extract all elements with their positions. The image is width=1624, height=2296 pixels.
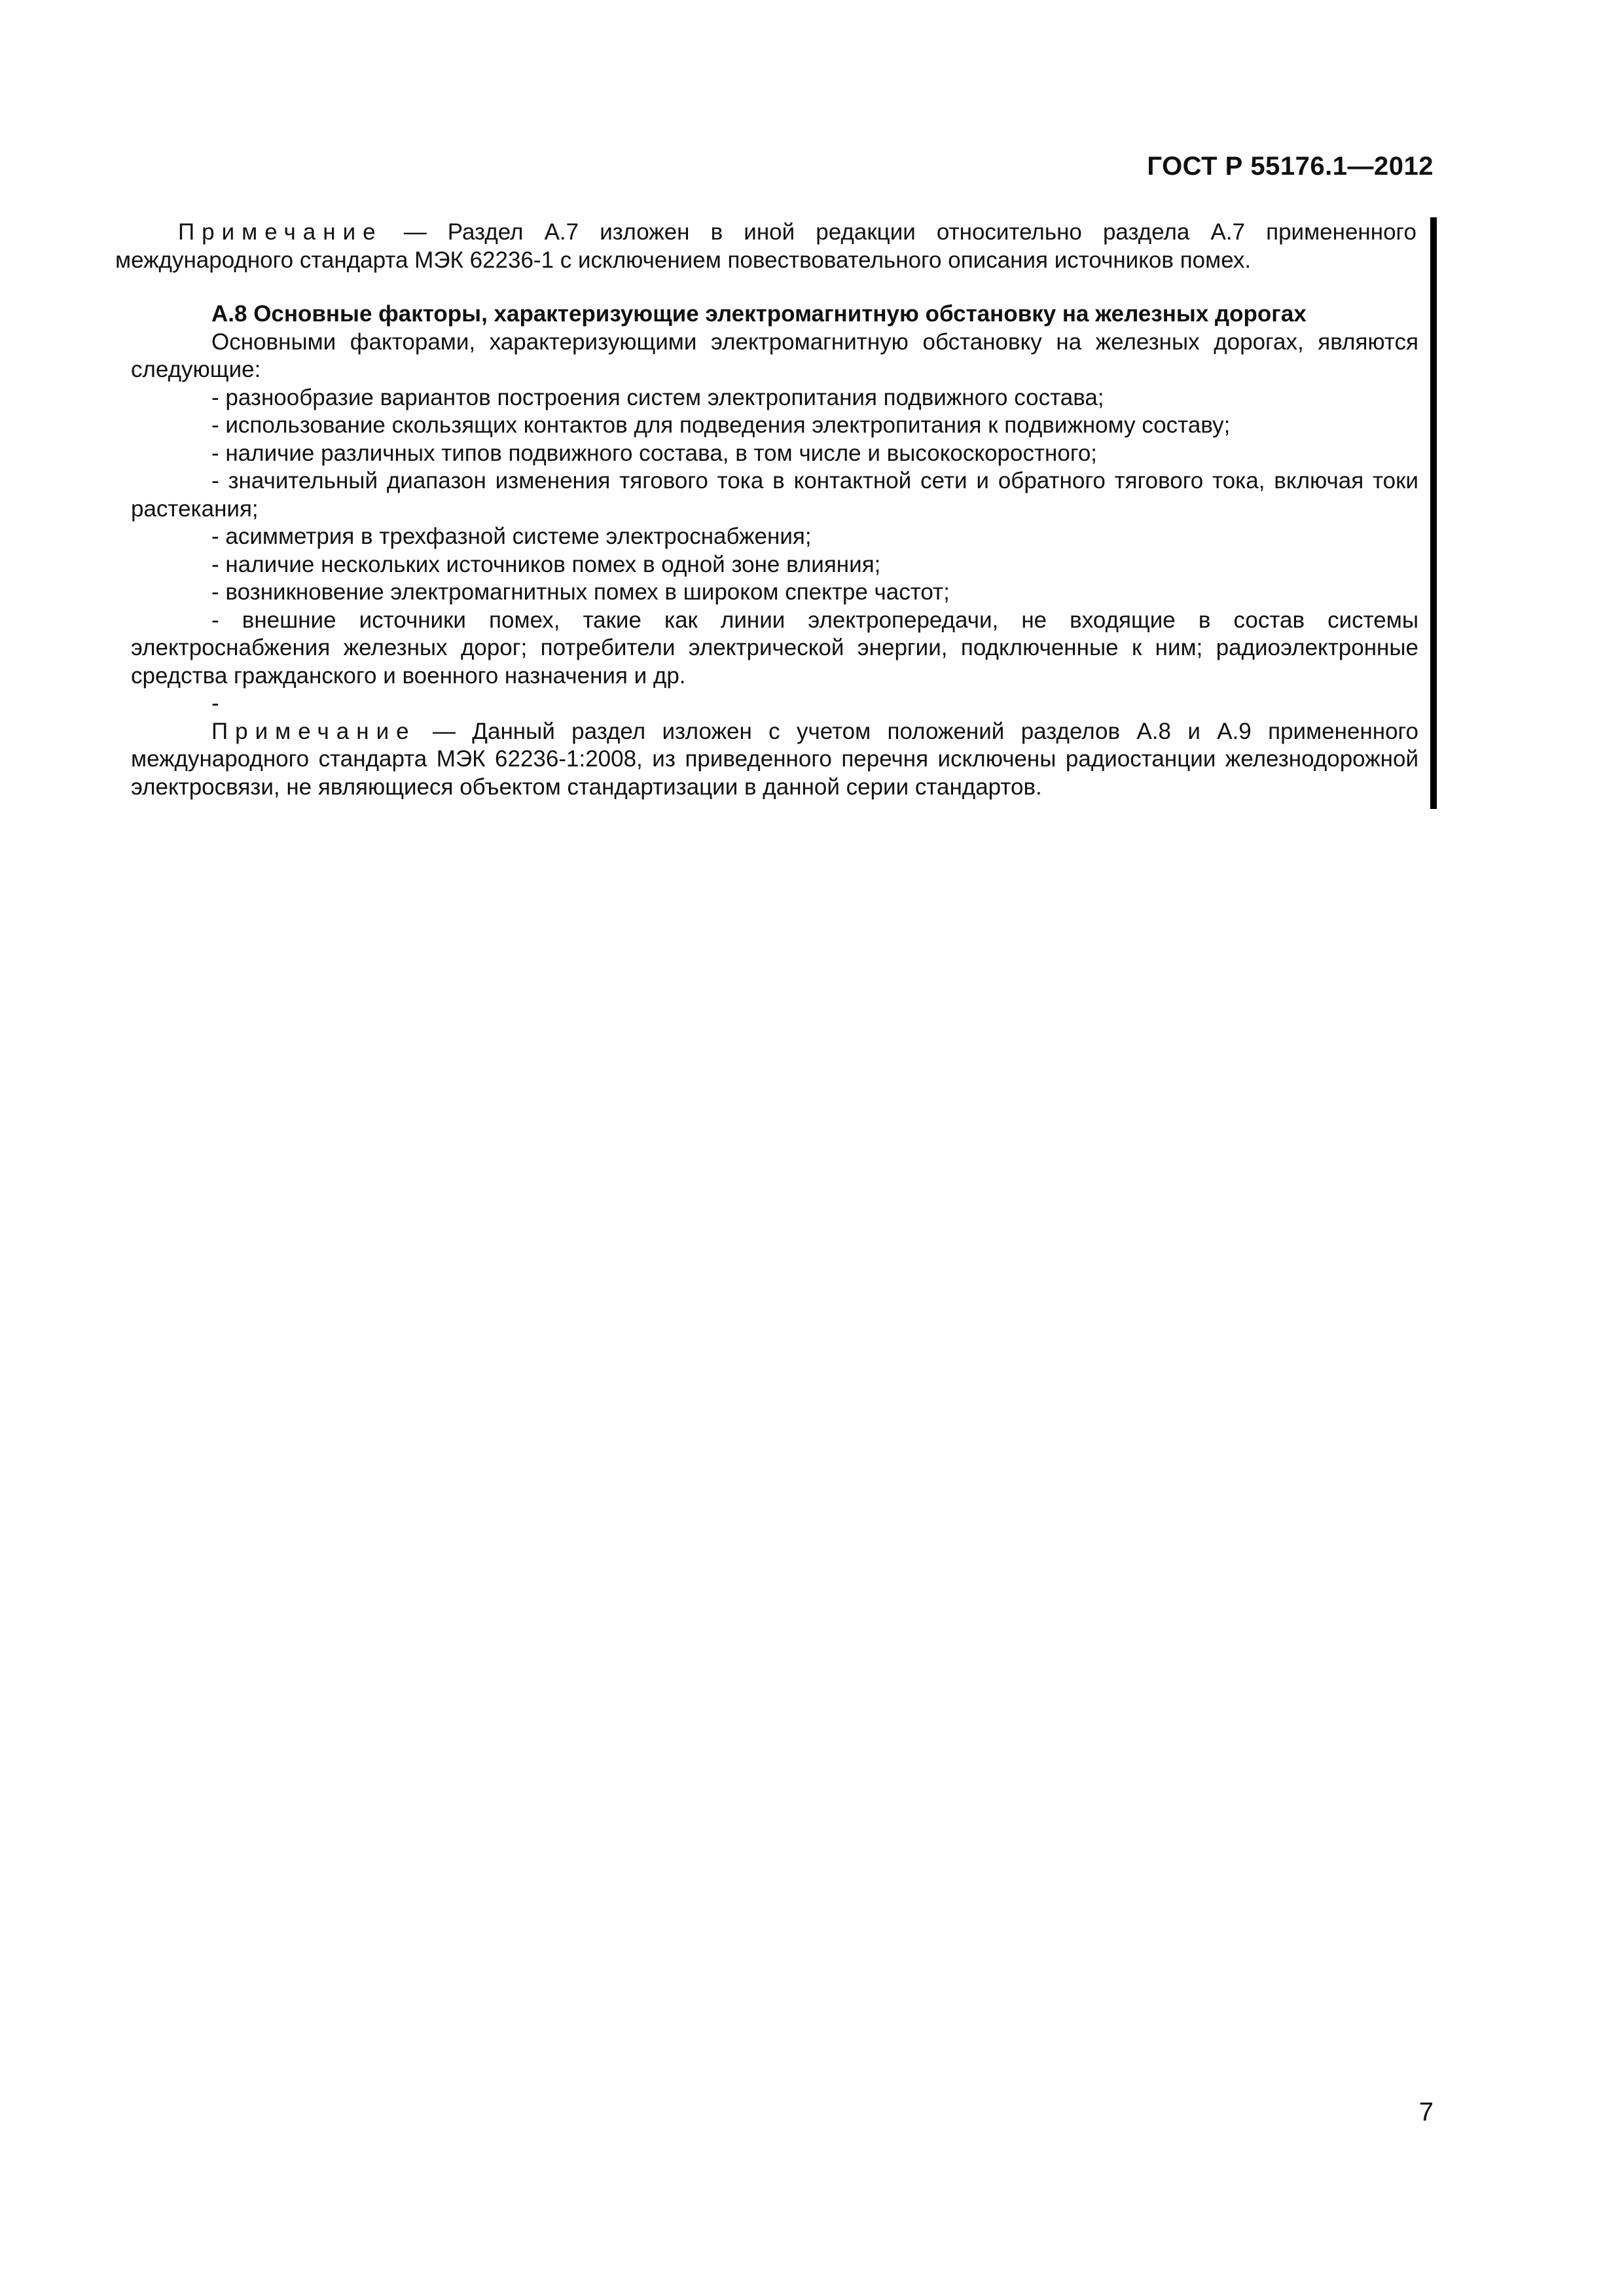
change-bar bbox=[1430, 217, 1437, 809]
list-item: - наличие различных типов подвижного состава, в том числе и высокоскоростного; bbox=[211, 440, 1098, 466]
note-paragraph bbox=[131, 718, 1418, 802]
list-item: - значительный диапазон изменения тягового тока в контактной сети и обратного тягового тока, включая токи растекания; bbox=[131, 468, 1418, 522]
note-text: — Данный раздел изложен с учетом положений разделов А.8 и А.9 примененного международного стандарта МЭК 62236-1:2008, из приведенного перечня исключены радиостанции железнодорожной электросвязи, не являющиеся объектом стандартизации в данной серии стандартов. bbox=[131, 718, 1418, 800]
list-item: - разнообразие вариантов построения систем электропитания подвижного состава; bbox=[211, 384, 1104, 410]
note-text: — Раздел А.7 изложен в иной редакции относительно раздела А.7 примененного международного стандарта МЭК 62236-1 с исключением повествовательного описания источников помех. bbox=[115, 219, 1416, 273]
standard-designation: ГОСТ Р 55176.1—2012 bbox=[1147, 152, 1434, 181]
page-number: 7 bbox=[1418, 2098, 1434, 2126]
note-label: Примечание bbox=[211, 718, 416, 744]
note-label: Примечание bbox=[178, 219, 383, 245]
section-intro: Основными факторами, характеризующими электромагнитную обстановку на железных дорогах, являются следующие: bbox=[131, 329, 1418, 382]
document-body bbox=[115, 219, 1418, 801]
dash-line: - bbox=[211, 691, 219, 716]
list-item: - асимметрия в трехфазной системе электроснабжения; bbox=[211, 524, 812, 549]
section-heading: А.8 Основные факторы, характеризующие электромагнитную обстановку на железных дорогах bbox=[211, 301, 1307, 327]
note-paragraph bbox=[115, 219, 1416, 274]
list-item: - внешние источники помех, такие как линии электропередачи, не входящие в состав системы электроснабжения железных дорог; потребители электрической энергии, подключенные к ним; радиоэлектронные средства гражданского и военного назначения и др. bbox=[131, 607, 1418, 689]
list-item: - наличие нескольких источников помех в одной зоне влияния; bbox=[211, 551, 881, 577]
list-item: - использование скользящих контактов для подведения электропитания к подвижному составу; bbox=[211, 412, 1231, 438]
list-item: - возникновение электромагнитных помех в широком спектре частот; bbox=[211, 579, 950, 605]
